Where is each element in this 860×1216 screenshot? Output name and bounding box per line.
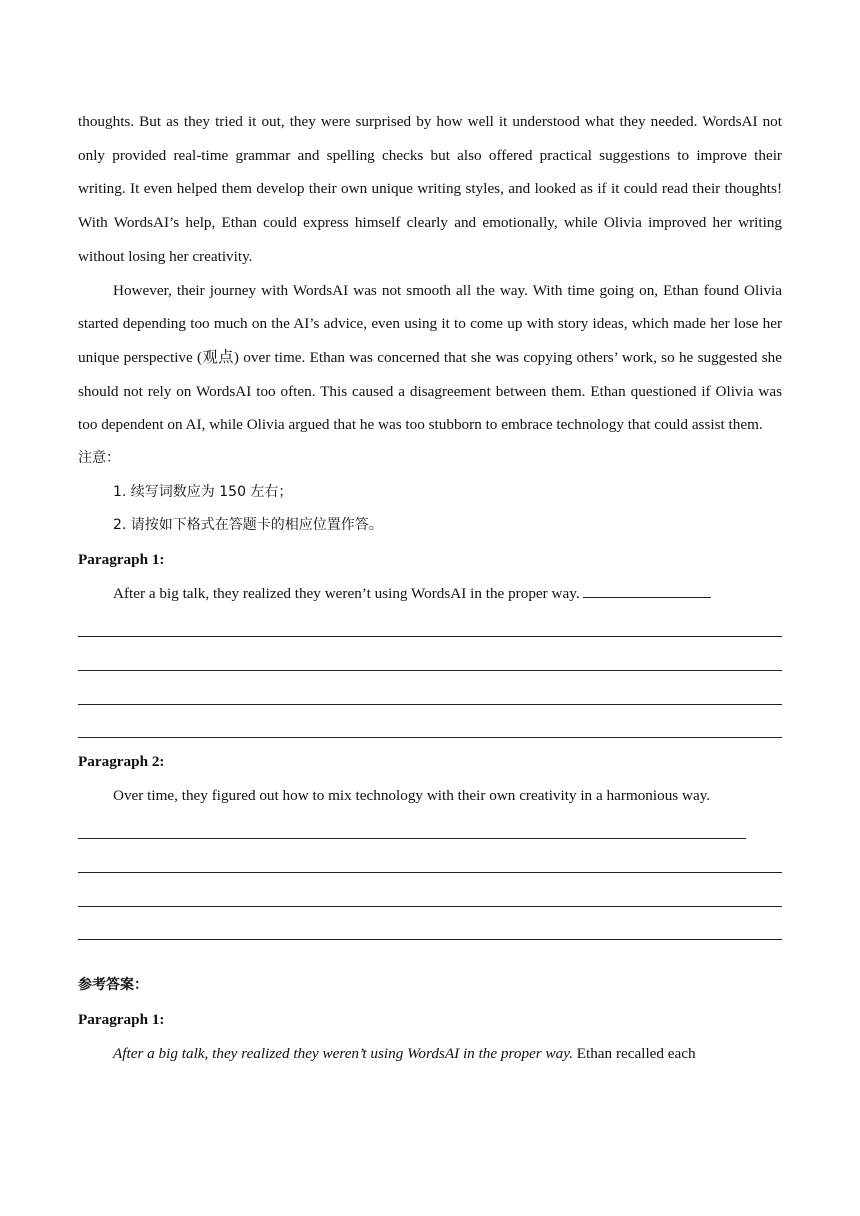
paragraph2-prompt: Over time, they figured out how to mix technology with their own creativity in a harmonious way. — [113, 786, 711, 804]
paragraph1-heading: Paragraph 1: — [78, 551, 165, 569]
notes-item-2: 2. 请按如下格式在答题卡的相应位置作答。 — [113, 517, 383, 534]
paragraph2-heading: Paragraph 2: — [78, 753, 165, 771]
story-paragraph-b: However, their journey with WordsAI was not smooth all the way. With time going on, Ethan found Olivia started depending too much on the AI’s advice, even using it to come up with story ideas, which made her lose her unique perspective (观点) over time. Ethan was concerned that she was copying others’ work, so he suggested she should not rely on WordsAI too often. This caused a disagreement between them. Ethan questioned if Olivia was too dependent on AI, while Olivia argued that he was too stubborn to embrace technology that could assist them. — [78, 281, 782, 434]
answer-line[interactable] — [78, 846, 782, 880]
answer-title: 参考答案： — [78, 977, 148, 994]
story-paragraph-a: thoughts. But as they tried it out, they were surprised by how well it understood what they needed. WordsAI not only provided real-time grammar and spelling checks but also offered practical suggestions to improve their writing. It even helped them develop their own unique writing styles, and looked as if it could read their thoughts! With WordsAI’s help, Ethan could express himself clearly and emotionally, while Olivia improved her writing without losing her creativity. — [78, 113, 782, 265]
paragraph1-prompt-line — [78, 577, 782, 611]
answer-prompt-italic: After a big talk, they realized they weren’t using WordsAI in the proper way. — [113, 1044, 573, 1062]
answer-paragraph1-heading: Paragraph 1: — [78, 1011, 165, 1029]
notes-title: 注意： — [78, 450, 120, 467]
answer-paragraph1-text — [78, 1037, 782, 1071]
answer-line[interactable] — [78, 813, 782, 847]
paragraph1-prompt: After a big talk, they realized they weren’t using WordsAI in the proper way. — [113, 584, 580, 602]
answer-line[interactable] — [78, 914, 782, 948]
document-page — [78, 105, 782, 1070]
answer-line[interactable] — [78, 644, 782, 678]
answer-line[interactable] — [78, 610, 782, 644]
answer-line[interactable] — [78, 678, 782, 712]
answer-line[interactable] — [78, 712, 782, 746]
answer-line[interactable] — [78, 880, 782, 914]
answer-blank[interactable] — [583, 583, 711, 598]
notes-item-1: 1. 续写词数应为 150 左右； — [113, 483, 293, 500]
answer-continuation: Ethan recalled each — [572, 1044, 696, 1062]
